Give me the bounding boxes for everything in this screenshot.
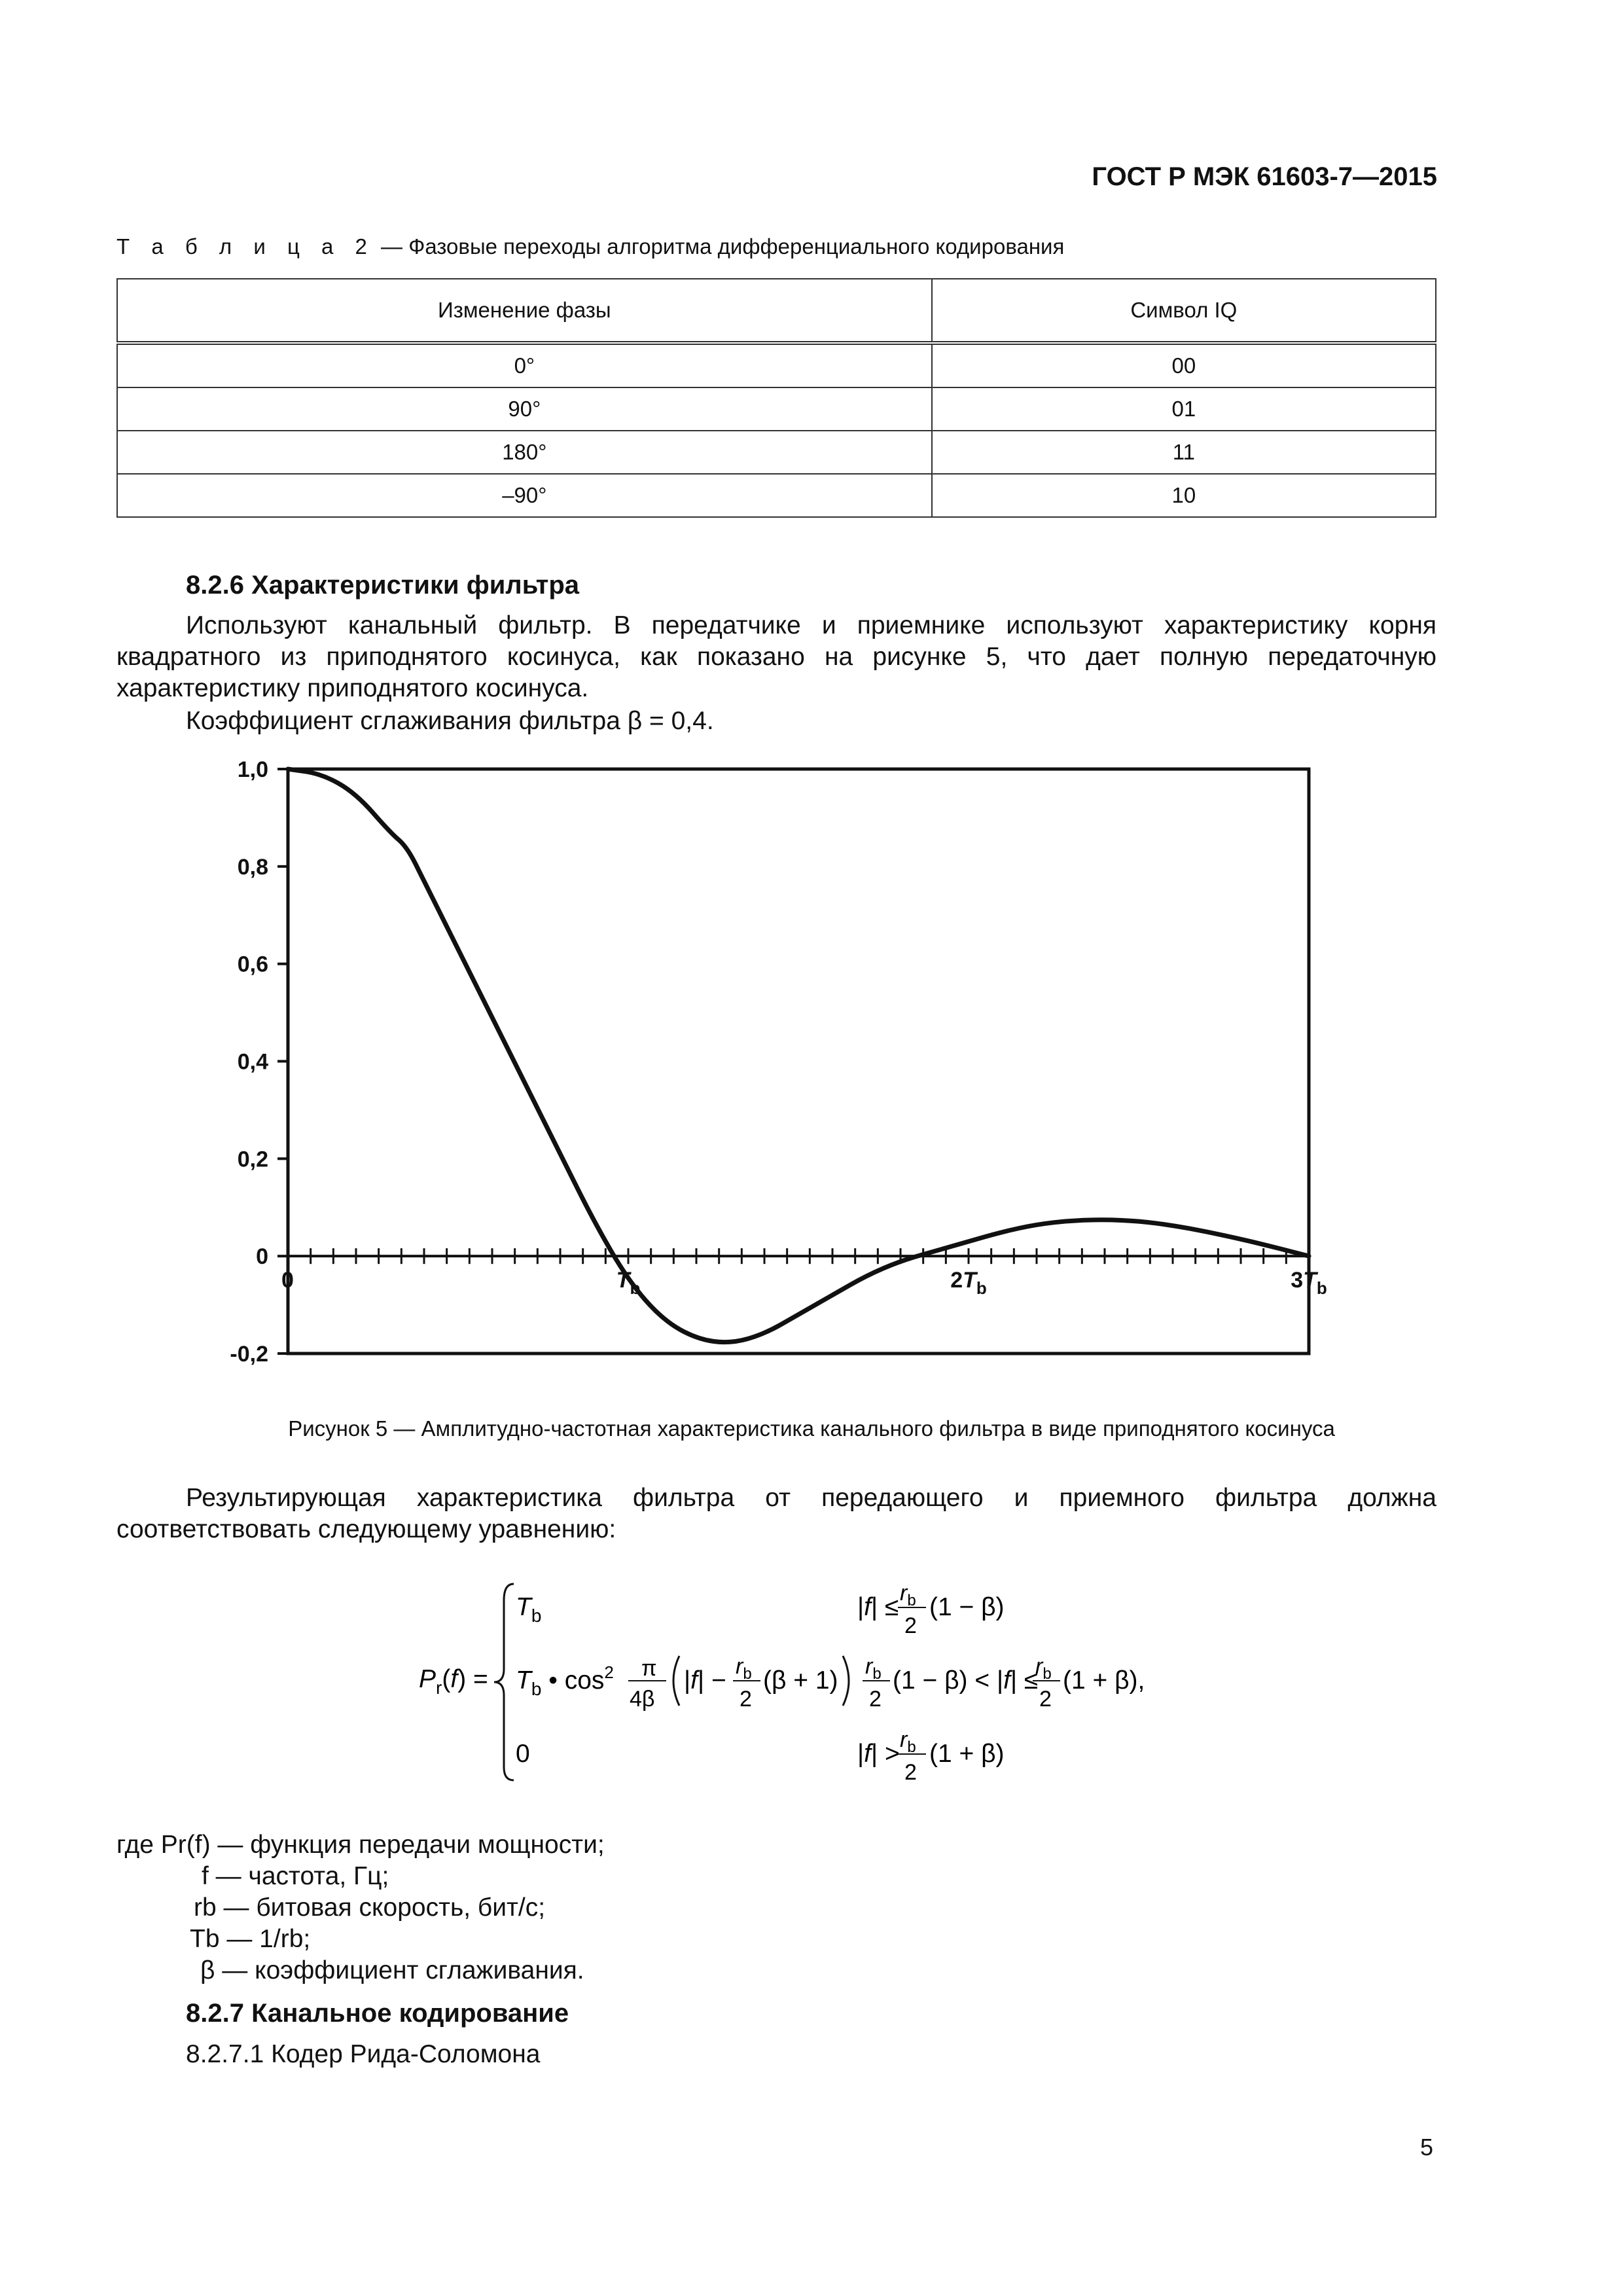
case2-factor: (β + 1) [763,1666,838,1695]
table-caption [116,234,1064,259]
frac-den: 2 [904,1760,917,1785]
brace-icon [494,1584,514,1780]
frac-num: $r_b$ [900,1581,916,1609]
smoothing-coefficient-text: Коэффициент сглаживания фильтра β = 0,4. [186,707,714,735]
section-826-text: Используют канальный фильтр. В передатчике и приемнике используют характеристику корня квадратного из приподнятого косинуса, как показано на рисунке 5, что дает полную передаточную характеристику приподнятого косинуса. [116,611,1436,702]
case3-factor: (1 + β) [929,1740,1005,1768]
frac-den: 2 [1039,1687,1052,1712]
table-cell: 01 [932,387,1436,431]
case2-value: $T_b$ • $\cos^2$ [516,1662,614,1699]
case2-abs: |f| − [684,1666,726,1695]
table-row [117,387,1436,431]
power-transfer-equation [419,1571,1230,1793]
section-827-title: 8.2.7 Канальное кодирование [186,1999,569,2028]
page-number: 5 [1420,2134,1434,2161]
definition-bitrate: rb — битовая скорость, бит/с; [194,1893,546,1922]
definition-frequency: f — частота, Гц; [202,1862,389,1890]
table-caption-text: — Фазовые переходы алгоритма дифференциального кодирования [374,234,1065,259]
case1-condition: |f| ≤ [857,1593,899,1621]
y-tick-label: -0,2 [230,1342,268,1367]
table-cell: 180° [117,431,932,474]
case3-value: 0 [516,1740,530,1768]
table-row [117,431,1436,474]
plot-frame [288,769,1309,1354]
table-cell: 90° [117,387,932,431]
variable-definitions [116,1829,605,1986]
table-cell: 0° [117,343,932,387]
section-8271-title: 8.2.7.1 Кодер Рида-Соломона [186,2040,541,2068]
pi-den: 4β [630,1687,655,1712]
column-header-phase: Изменение фазы [117,279,932,343]
table-cell: 10 [932,474,1436,517]
x-tick-label: 0 [281,1268,294,1293]
frac-num: $r_b$ [736,1654,752,1683]
frac-den: 2 [904,1613,917,1638]
y-tick-label: 0,8 [237,854,268,880]
y-tick-label: 0,6 [237,952,268,977]
equation-graphic [419,1571,1230,1793]
table-header-row [117,279,1436,343]
case2-condition: (1 − β) < |f| ≤ [893,1666,1039,1695]
table-row [117,343,1436,387]
frac-num: $r_b$ [1035,1654,1052,1683]
result-text: Результирующая характеристика фильтра от передающего и приемного фильтра должна соответствовать следующему уравнению: [116,1484,1436,1543]
frac-num: $r_b$ [865,1654,882,1683]
table-cell: 11 [932,431,1436,474]
pi-num: π [641,1656,657,1681]
y-tick-label: 1,0 [237,757,268,782]
case1-factor: (1 − β) [929,1593,1005,1621]
table-cell: 00 [932,343,1436,387]
frac-num: $r_b$ [900,1727,916,1756]
section-826-title: 8.2.6 Характеристики фильтра [186,571,580,600]
x-tick-label: $T_b$ [616,1268,641,1299]
x-tick-label: $3T_b$ [1291,1268,1327,1299]
definition-power: где Pr(f) — функция передачи мощности; [116,1831,605,1859]
result-paragraph [116,1482,1436,1545]
frac-den: 2 [869,1687,882,1712]
definition-period: Tb — 1/rb; [190,1925,311,1953]
smoothing-coefficient-line [116,706,1436,737]
y-tick-label: 0,2 [237,1147,268,1172]
equation-lhs: $P_r(f)$ = [419,1665,488,1698]
frac-den: 2 [740,1687,752,1712]
case3-condition: |f| > [857,1740,900,1768]
section-826-paragraph [116,610,1436,704]
column-header-symbol: Символ IQ [932,279,1436,343]
definition-beta: β — коэффициент сглаживания. [200,1956,584,1984]
standard-header: ГОСТ Р МЭК 61603-7—2015 [1092,162,1437,191]
filter-response-chart [196,740,1348,1374]
figure-caption: Рисунок 5 — Амплитудно-частотная характеристика канального фильтра в виде приподнятого косинуса [288,1416,1335,1441]
y-tick-label: 0,4 [237,1049,268,1075]
phase-transition-table [116,278,1436,518]
table-cell: –90° [117,474,932,517]
case2-factor-end: (1 + β), [1063,1666,1145,1695]
table-row [117,474,1436,517]
case1-value: $T_b$ [516,1593,542,1626]
y-tick-label: 0 [256,1244,268,1270]
table-caption-prefix: Т а б л и ц а 2 [116,234,375,259]
x-tick-label: $2T_b$ [950,1268,987,1299]
